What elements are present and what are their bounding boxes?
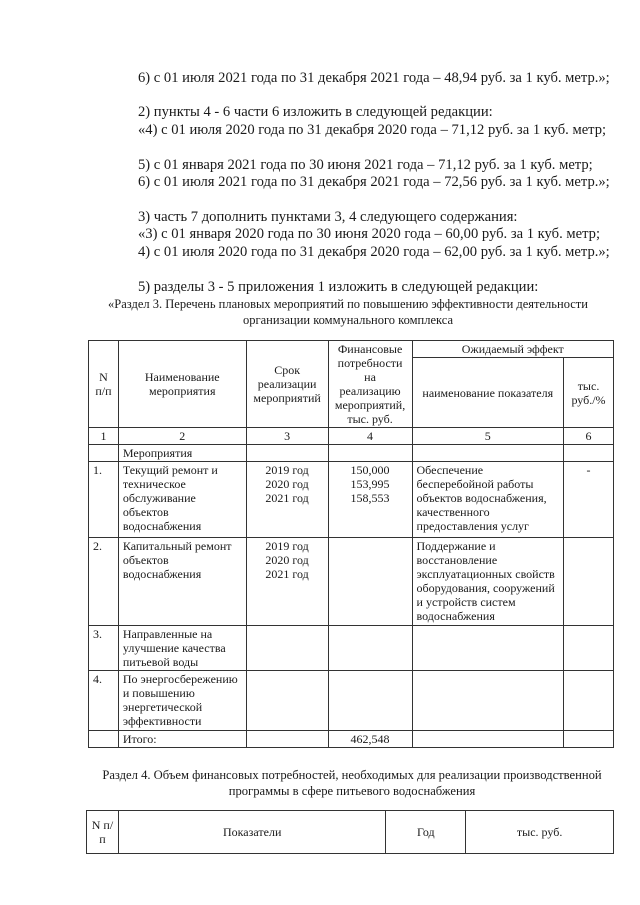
row-num: 3. [89,626,119,671]
group-row [89,445,614,462]
row-value [564,671,614,731]
row-indicator: Поддержание и восстановление эксплуатационных свойств оборудования, сооружений и устройств систем водоснабжения [412,538,564,626]
header-indicators: Показатели [118,811,385,854]
measures-table [88,340,614,748]
finance-needs-table [86,810,614,854]
table-row [89,626,614,671]
column-numbers-row [89,428,614,445]
total-label: Итого: [118,731,246,748]
row-term: 2019 год 2020 год 2021 год [246,538,328,626]
row-finance [328,626,412,671]
row-value [564,626,614,671]
header-value: тыс. руб./% [564,358,614,428]
row-name: Капитальный ремонт объектов водоснабжения [118,538,246,626]
row-name: По энергосбережению и повышению энергетической эффективности [118,671,246,731]
row-finance: 150,000 153,995 158,553 [328,462,412,538]
header-amount: тыс. руб. [466,811,614,854]
col-number: 2 [118,428,246,445]
paragraph-2: 2) пункты 4 - 6 части 6 изложить в следующей редакции: [138,104,493,120]
header-term: Срок реализации мероприятий [246,341,328,428]
table-row [89,538,614,626]
row-term [246,626,328,671]
paragraph-8: 4) с 01 июля 2020 года по 31 декабря 2020 года – 62,00 руб. за 1 куб. метр.»; [138,244,610,260]
row-num: 4. [89,671,119,731]
row-name: Текущий ремонт и техническое обслуживание объектов водоснабжения [118,462,246,538]
col-number: 4 [328,428,412,445]
section-3-title: «Раздел 3. Перечень плановых мероприятий по повышению эффективности деятельности организации коммунального комплекса [108,297,588,327]
row-indicator: Обеспечение бесперебойной работы объектов водоснабжения, качественного предоставления услуг [412,462,564,538]
row-name: Направленные на улучшение качества питьевой воды [118,626,246,671]
row-finance [328,671,412,731]
header-indicator: наименование показателя [412,358,564,428]
paragraph-4: 5) с 01 января 2021 года по 30 июня 2021 года – 71,12 руб. за 1 куб. метр; [138,157,593,173]
header-effect: Ожидаемый эффект [412,341,613,358]
row-num: 2. [89,538,119,626]
paragraph-5: 6) с 01 июля 2021 года по 31 декабря 2021 года – 72,56 руб. за 1 куб. метр.»; [138,174,610,190]
row-term: 2019 год 2020 год 2021 год [246,462,328,538]
paragraph-7: «3) с 01 января 2020 года по 30 июня 2020 года – 60,00 руб. за 1 куб. метр; [138,226,601,242]
paragraph-6: 3) часть 7 дополнить пунктами 3, 4 следующего содержания: [138,209,518,225]
header-num: N п/п [89,341,119,428]
header-year: Год [386,811,466,854]
row-num: 1. [89,462,119,538]
col-number: 5 [412,428,564,445]
row-indicator [412,626,564,671]
paragraph-9: 5) разделы 3 - 5 приложения 1 изложить в следующей редакции: [138,279,539,295]
row-indicator [412,671,564,731]
group-label: Мероприятия [118,445,246,462]
section-4-title: Раздел 4. Объем финансовых потребностей, необходимых для реализации производственной программы в сфере питьевого водоснабжения [102,768,602,798]
total-value: 462,548 [328,731,412,748]
total-row [89,731,614,748]
paragraph-1: 6) с 01 июля 2021 года по 31 декабря 2021 года – 48,94 руб. за 1 куб. метр.»; [138,70,610,86]
row-term [246,671,328,731]
header-name: Наименование мероприятия [118,341,246,428]
table-row [89,671,614,731]
header-num: N п/п [87,811,119,854]
table-row [89,462,614,538]
row-value [564,538,614,626]
col-number: 3 [246,428,328,445]
row-finance [328,538,412,626]
row-value: - [564,462,614,538]
col-number: 1 [89,428,119,445]
header-finance: Финансовые потребности на реализацию мероприятий, тыс. руб. [328,341,412,428]
col-number: 6 [564,428,614,445]
paragraph-3: «4) с 01 июля 2020 года по 31 декабря 2020 года – 71,12 руб. за 1 куб. метр; [138,122,607,138]
